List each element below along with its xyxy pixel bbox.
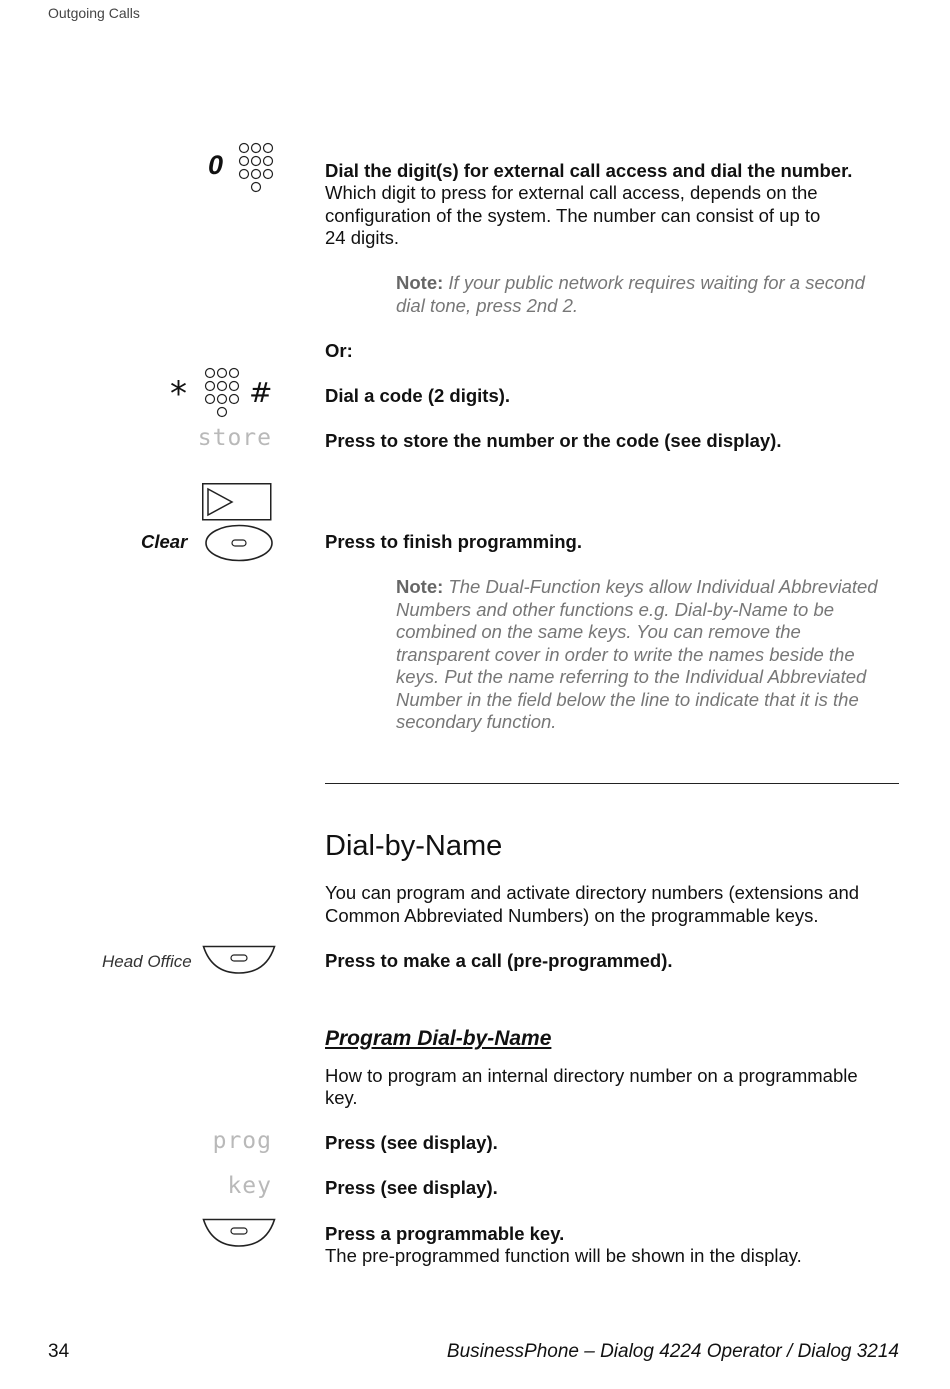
display-prog-text: prog	[212, 1128, 272, 1154]
hash-key-label: #	[249, 376, 273, 409]
head-office-key-label: Head Office	[102, 952, 192, 971]
subsection-intro-1: How to program an internal directory number on a programmable	[325, 1065, 858, 1086]
step-code-title: Dial a code (2 digits).	[325, 385, 511, 406]
footer-title: BusinessPhone – Dialog 4224 Operator / Dialog 3214	[446, 1341, 899, 1362]
step-programmable-key-title: Press a programmable key.	[325, 1223, 565, 1244]
step-key-title: Press (see display).	[325, 1177, 498, 1198]
or-label: Or:	[325, 340, 353, 361]
note-dual-function	[396, 576, 901, 734]
star-key-label: *	[170, 374, 187, 414]
step-dial-body-1: Which digit to press for external call access, depends on the	[325, 182, 818, 203]
note-text-2: dial tone, press 2nd 2.	[396, 294, 579, 316]
clear-key-label: Clear	[141, 531, 188, 552]
running-head: Outgoing Calls	[48, 5, 140, 21]
subsection-title: Program Dial-by-Name	[325, 1027, 552, 1050]
step-prog-title: Press (see display).	[325, 1132, 498, 1153]
step-finish-title: Press to finish programming.	[325, 531, 582, 552]
key-icon[interactable]	[202, 1218, 276, 1248]
section-intro-1: You can program and activate directory numbers (extensions and	[325, 882, 860, 903]
keypad-icon	[204, 366, 244, 422]
note-text-5: keys. Put the name referring to the Individual Abbreviated	[396, 666, 867, 687]
step-programmable-key-body: The pre-programmed function will be shown in the display.	[325, 1245, 802, 1266]
note-label: Note:	[396, 576, 444, 597]
section-title: Dial-by-Name	[325, 830, 503, 862]
note-text-7: secondary function.	[396, 711, 557, 732]
note-label: Note:	[396, 272, 444, 293]
note-text-6: Number in the field below the line to indicate that it is the	[396, 688, 859, 710]
section-intro-2: Common Abbreviated Numbers) on the programmable keys.	[325, 905, 819, 926]
note-text-1: If your public network requires waiting for a second	[448, 272, 865, 293]
display-store-text: store	[197, 425, 272, 451]
note-text-4: transparent cover in order to write the names beside the	[396, 643, 855, 665]
digit-zero-label: 0	[208, 150, 224, 180]
note-text-2: Numbers and other functions e.g. Dial-by-Name to be	[396, 598, 835, 620]
key-icon[interactable]	[205, 524, 273, 562]
key-icon[interactable]	[202, 945, 276, 975]
step-dial-title: Dial the digit(s) for external call access and dial the number.	[325, 160, 853, 181]
note-second-dial-tone	[396, 272, 901, 317]
note-text-1: The Dual-Function keys allow Individual Abbreviated	[448, 576, 878, 597]
section-divider	[325, 783, 899, 784]
step-store-title: Press to store the number or the code (see display).	[325, 430, 782, 451]
display-key-text: key	[227, 1173, 272, 1199]
keypad-icon	[238, 141, 278, 197]
subsection-intro-2: key.	[325, 1087, 358, 1108]
step-dial-body-2: configuration of the system. The number can consist of up to	[325, 205, 821, 226]
step-call-title: Press to make a call (pre-programmed).	[325, 950, 673, 971]
play-icon	[202, 483, 272, 521]
step-dial-body-3: 24 digits.	[325, 227, 400, 248]
page-number: 34	[48, 1341, 70, 1362]
note-text-3: combined on the same keys. You can remove the	[396, 621, 801, 642]
